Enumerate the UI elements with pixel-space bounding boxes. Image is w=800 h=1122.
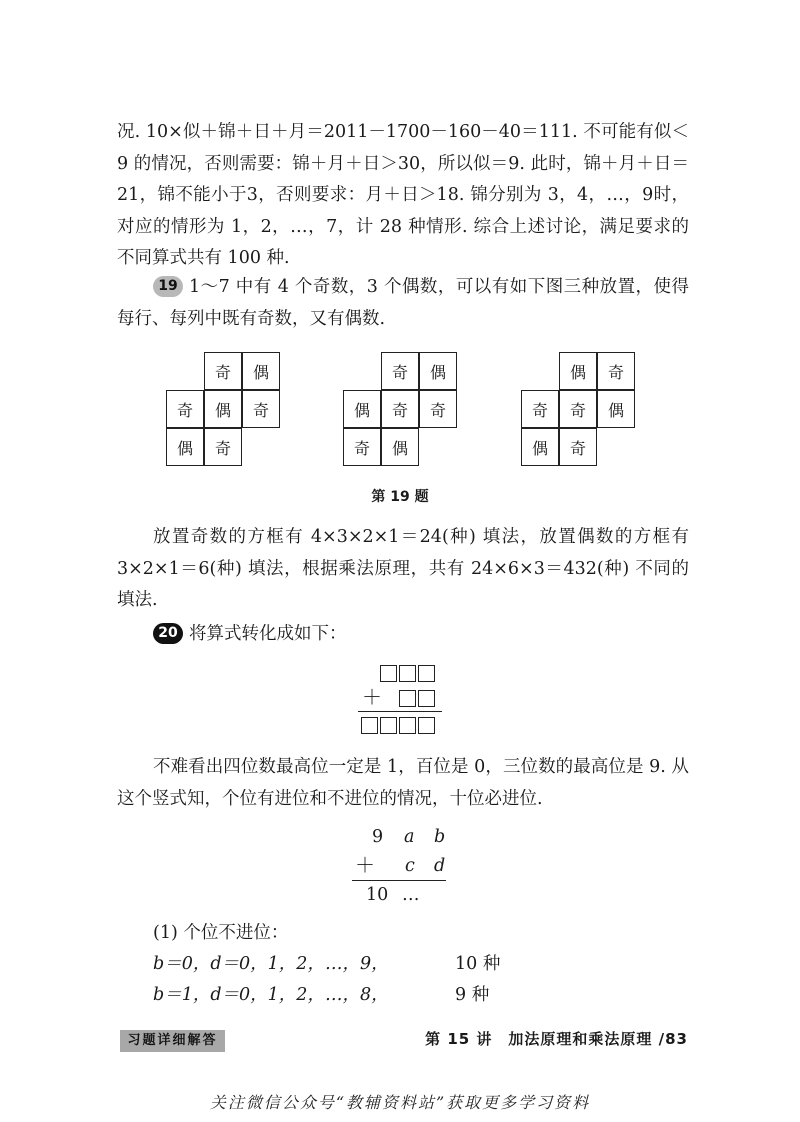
grid-cell: 奇 — [204, 352, 242, 390]
question-19-text: 1～7 中有 4 个奇数，3 个偶数，可以有如下图三种放置，使得每行、每列中既有奇数，又有偶数. — [117, 277, 689, 329]
question-19 — [117, 272, 689, 335]
grid-cell: 偶 — [166, 428, 204, 466]
grid-cell: 奇 — [166, 390, 204, 428]
paragraph-continuation: 况. 10×似＋锦＋日＋月＝2011－1700－160－40＝111. 不可能有似＜9 的情况，否则需要：锦＋月＋日＞30，所以似＝9. 此时，锦＋月＋日＝21，锦不能小于3，否则要求：月＋日＞18. 锦分别为 3，4，…，9时，对应的情形为 1，2，…，7，计 28 种情形. 综合上述讨论，满足要求的不同算式共有 100 种. — [117, 122, 689, 268]
digit-box — [361, 717, 378, 734]
digit-box — [380, 665, 397, 682]
ellipsis: … — [402, 885, 420, 905]
case-1-line-2-count: 9 种 — [455, 985, 490, 1005]
digit-box — [418, 717, 435, 734]
grid-cell: 奇 — [343, 428, 381, 466]
question-20 — [117, 619, 689, 651]
grid-cell: 偶 — [343, 390, 381, 428]
box-row-3 — [361, 715, 437, 734]
grid-cell: 奇 — [419, 390, 457, 428]
grid-cell: 偶 — [419, 352, 457, 390]
case-1-title: (1) 个位不进位： — [153, 923, 289, 943]
watermark-text: 关注微信公众号“教辅资料站”获取更多学习资料 — [209, 1093, 591, 1112]
question-20-text: 将算式转化成如下： — [189, 624, 347, 644]
digit: c — [405, 856, 415, 876]
grid-cell: 奇 — [242, 390, 280, 428]
box-row-1 — [380, 663, 437, 682]
question-19-badge: 19 — [153, 276, 183, 297]
digit-box — [399, 665, 416, 682]
digit: b — [434, 827, 446, 847]
footer-page-info: 第 15 讲 加法原理和乘法原理 /83 — [425, 1030, 688, 1048]
digit-box — [399, 690, 416, 707]
digit-box — [418, 665, 435, 682]
grid-cell: 奇 — [559, 428, 597, 466]
digit: a — [404, 827, 415, 847]
digit-box — [418, 690, 435, 707]
sum-line — [358, 711, 442, 712]
plus-sign: ＋ — [362, 685, 382, 709]
grid-cell: 偶 — [559, 352, 597, 390]
digit-box — [399, 717, 416, 734]
grid-cell: 偶 — [242, 352, 280, 390]
grid-cell: 奇 — [597, 352, 635, 390]
figure-caption: 第 19 题 — [371, 489, 429, 505]
grid-cell: 奇 — [559, 390, 597, 428]
box-row-2 — [399, 688, 437, 707]
question-20-badge: 20 — [153, 623, 183, 644]
digit-box — [380, 717, 397, 734]
grid-cell: 偶 — [597, 390, 635, 428]
grid-cell: 奇 — [204, 428, 242, 466]
plus-sign: ＋ — [355, 853, 375, 877]
digit: 9 — [372, 827, 384, 847]
digit: d — [434, 856, 446, 876]
grid-cell: 奇 — [521, 390, 559, 428]
grid-cell: 奇 — [381, 352, 419, 390]
footer-section-label: 习题详细解答 — [120, 1030, 225, 1052]
digit: 10 — [366, 885, 389, 905]
grid-cell: 偶 — [204, 390, 242, 428]
paragraph-analysis: 不难看出四位数最高位一定是 1，百位是 0，三位数的最高位是 9. 从这个竖式知，个位有进位和不进位的情况，十位必进位. — [117, 757, 689, 809]
case-1-line-1: b＝0，d＝0，1，2，…，9， — [153, 954, 389, 974]
grid-cell: 偶 — [521, 428, 559, 466]
case-1-line-1-count: 10 种 — [455, 954, 501, 974]
case-1-line-2: b＝1，d＝0，1，2，…，8， — [153, 985, 389, 1005]
grid-cell: 偶 — [381, 428, 419, 466]
grid-cell: 奇 — [381, 390, 419, 428]
paragraph-count: 放置奇数的方框有 4×3×2×1＝24(种) 填法，放置偶数的方框有 3×2×1＝6(种) 填法，根据乘法原理，共有 24×6×3＝432(种) 不同的填法. — [117, 527, 689, 610]
